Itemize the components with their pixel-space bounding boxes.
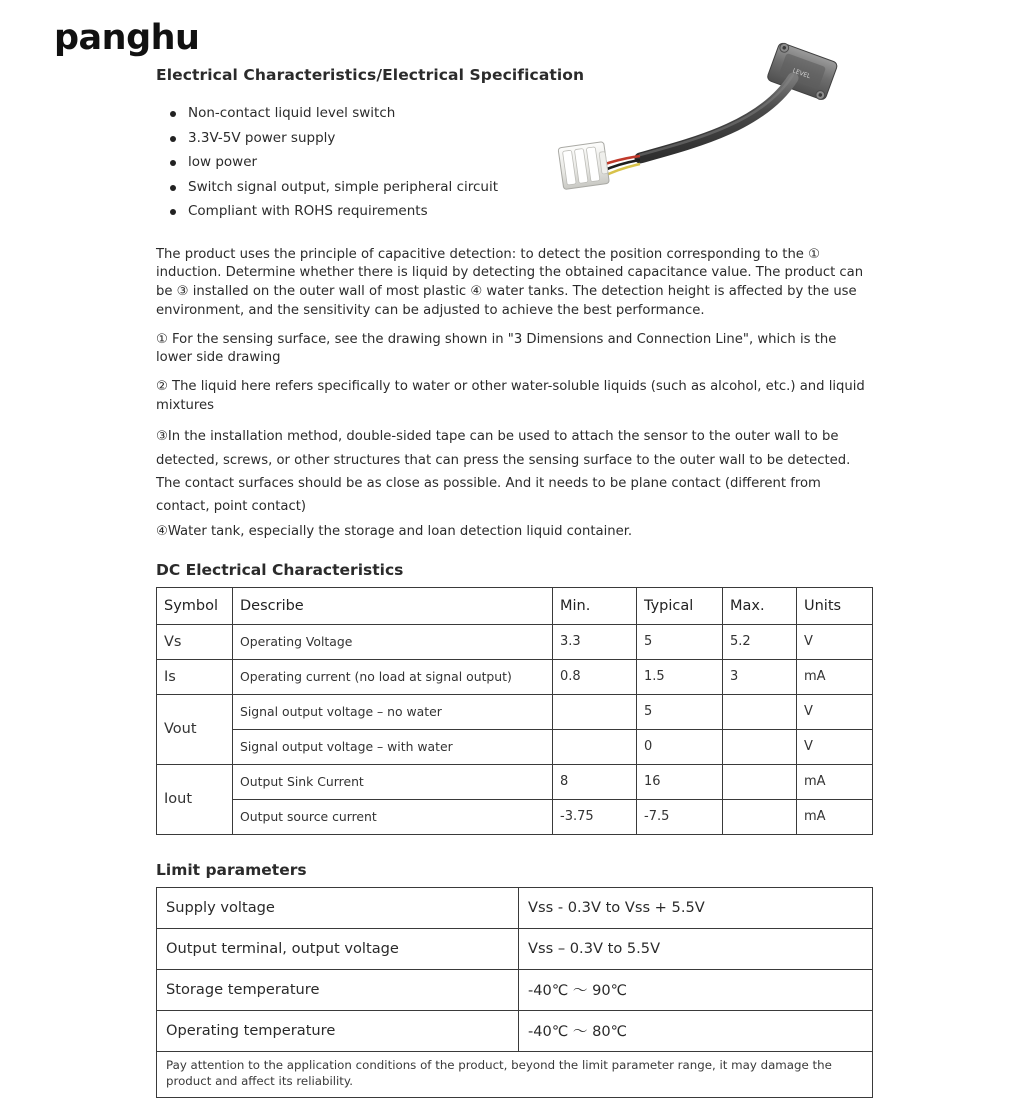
note-2: ② The liquid here refers specifically to water or other water-soluble liquids (such as alcohol, etc.) and liquid mixtures — [156, 378, 865, 413]
col-header-units: Units — [797, 587, 873, 624]
cell-value: -40℃ ～ 90℃ — [519, 969, 873, 1010]
limit-table-note: Pay attention to the application conditions of the product, beyond the limit parameter range, it may damage the product and affect its reliability. — [157, 1051, 873, 1097]
col-header-max: Max. — [723, 587, 797, 624]
cell-max — [723, 729, 797, 764]
cell-min: 8 — [553, 764, 637, 799]
page-title: Electrical Characteristics/Electrical Specification — [156, 66, 585, 84]
cell-typical: 5 — [637, 624, 723, 659]
cell-max: 3 — [723, 659, 797, 694]
cell-max — [723, 694, 797, 729]
list-item: low power — [164, 155, 872, 171]
col-header-describe: Describe — [233, 587, 553, 624]
cell-units: V — [797, 729, 873, 764]
cell-min: 3.3 — [553, 624, 637, 659]
cell-value: -40℃ ～ 80℃ — [519, 1010, 873, 1051]
table-header-row — [157, 587, 873, 624]
cell-units: V — [797, 624, 873, 659]
cell-max — [723, 799, 797, 834]
col-header-typical: Typical — [637, 587, 723, 624]
cell-parameter: Output terminal, output voltage — [157, 928, 519, 969]
content-column — [156, 66, 872, 1098]
note-4: ④Water tank, especially the storage and loan detection liquid container. — [156, 523, 633, 539]
cell-describe: Output source current — [233, 799, 553, 834]
cell-describe: Output Sink Current — [233, 764, 553, 799]
table-row — [157, 659, 873, 694]
table-row — [157, 729, 873, 764]
cell-units: mA — [797, 659, 873, 694]
table-row — [157, 764, 873, 799]
cell-units: V — [797, 694, 873, 729]
table-row — [157, 624, 873, 659]
cell-typical: 16 — [637, 764, 723, 799]
note-3: ③In the installation method, double-sided tape can be used to attach the sensor to the outer wall to be detected, screws, or other structures that can press the sensing surface to the outer wall to be detected. The contact surfaces should be as close as possible. And it needs to be plane contact (different from contact, point contact) — [156, 429, 851, 514]
list-item: Switch signal output, simple peripheral circuit — [164, 180, 872, 196]
table-row — [157, 799, 873, 834]
cell-describe: Signal output voltage – no water — [233, 694, 553, 729]
cell-typical: 0 — [637, 729, 723, 764]
cell-min: -3.75 — [553, 799, 637, 834]
cell-typical: 1.5 — [637, 659, 723, 694]
cell-units: mA — [797, 799, 873, 834]
limit-parameters-table — [156, 887, 873, 1098]
cell-min — [553, 694, 637, 729]
cell-parameter: Storage temperature — [157, 969, 519, 1010]
list-item: Compliant with ROHS requirements — [164, 204, 872, 220]
svg-text:LEVEL: LEVEL — [791, 67, 812, 81]
col-header-symbol: Symbol — [157, 587, 233, 624]
list-item: 3.3V-5V power supply — [164, 131, 872, 147]
cell-symbol: Is — [157, 659, 233, 694]
cell-min: 0.8 — [553, 659, 637, 694]
intro-paragraph: The product uses the principle of capacitive detection: to detect the position corresponding to the ① induction. Determine whether there is liquid by detecting the obtained capacitance value. The product can be ③ installed on the outer wall of most plastic ④ water tanks. The detection height is affected by the use environment, and the sensitivity can be adjusted to achieve the best performance. — [156, 246, 864, 318]
cell-symbol: Vout — [157, 694, 233, 764]
dc-characteristics-table — [156, 587, 873, 835]
brand-logo: panghu — [54, 18, 200, 58]
cell-describe: Operating Voltage — [233, 624, 553, 659]
cell-describe: Operating current (no load at signal output) — [233, 659, 553, 694]
cell-typical: -7.5 — [637, 799, 723, 834]
cell-value: Vss – 0.3V to 5.5V — [519, 928, 873, 969]
col-header-min: Min. — [553, 587, 637, 624]
cell-parameter: Supply voltage — [157, 887, 519, 928]
cell-describe: Signal output voltage – with water — [233, 729, 553, 764]
table-row — [157, 928, 873, 969]
cell-symbol: Iout — [157, 764, 233, 834]
cell-symbol: Vs — [157, 624, 233, 659]
table-row — [157, 1010, 873, 1051]
table-row — [157, 969, 873, 1010]
table-row — [157, 694, 873, 729]
cell-min — [553, 729, 637, 764]
dc-table-title: DC Electrical Characteristics — [156, 560, 404, 579]
cell-parameter: Operating temperature — [157, 1010, 519, 1051]
table-row — [157, 887, 873, 928]
note-1: ① For the sensing surface, see the drawing shown in "3 Dimensions and Connection Line", which is the lower side drawing — [156, 331, 837, 366]
feature-list — [156, 106, 872, 220]
cell-max — [723, 764, 797, 799]
cell-max: 5.2 — [723, 624, 797, 659]
list-item: Non-contact liquid level switch — [164, 106, 872, 122]
limit-table-title: Limit parameters — [156, 860, 307, 879]
table-row — [157, 1051, 873, 1097]
cell-typical: 5 — [637, 694, 723, 729]
cell-units: mA — [797, 764, 873, 799]
cell-value: Vss - 0.3V to Vss + 5.5V — [519, 887, 873, 928]
